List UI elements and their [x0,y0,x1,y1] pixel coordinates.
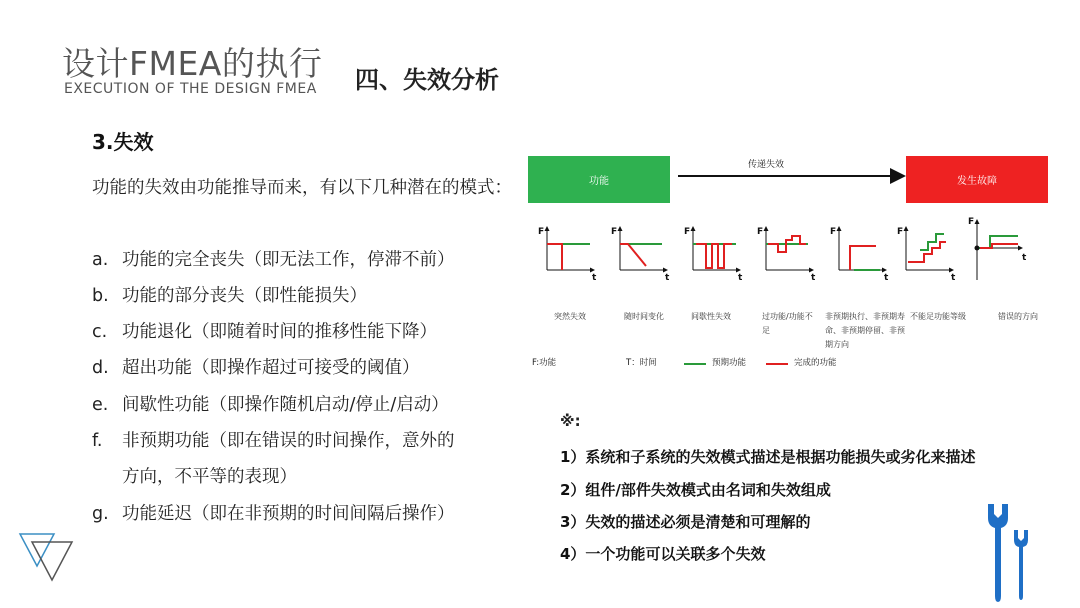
note-2: 2）组件/部件失效模式由名词和失效组成 [560,481,831,499]
caption-intermittent: 间歇性失效 [691,312,731,321]
svg-text:F: F [684,227,691,237]
legend-actual: 完成的功能 [794,358,837,368]
svg-text:F: F [968,217,975,227]
caption-unintended: 非预期执行、非预期寿命、非预期停留、非预期方向 [825,312,905,349]
section-title: 四、失效分析 [355,66,499,94]
failure-mode-d: d. 超出功能（即操作超过可接受的阈值） [92,358,420,378]
failure-mode-a: a. 功能的完全丧失（即无法工作，停滞不前） [92,250,455,270]
note-4: 4）一个功能可以关联多个失效 [560,545,766,563]
plot-insufficient-level [906,227,953,270]
svg-text:t: t [665,273,670,283]
failure-mode-c: c. 功能退化（即随着时间的推移性能下降） [92,322,437,342]
svg-text:F: F [538,227,545,237]
function-box: 功能 [528,156,670,203]
failure-mode-b: b. 功能的部分丧失（即性能损失） [92,286,367,306]
legend-expected: 预期功能 [712,358,747,368]
failure-mode-e: e. 间歇性功能（即操作随机启动/停止/启动） [92,395,449,415]
plot-intermittent-failure [693,227,740,270]
note-3: 3）失效的描述必须是清楚和可理解的 [560,513,811,531]
page-title: 设计FMEA的执行 [62,44,323,83]
wrench-icon [982,500,1038,604]
failure-mode-f: f. 非预期功能（即在错误的时间操作，意外的 [92,431,455,451]
caption-wrong-direction: 错误的方向 [998,312,1038,321]
svg-text:F: F [757,227,764,237]
svg-text:F: F [897,227,904,237]
svg-text:t: t [592,273,597,283]
intro-paragraph: 功能的失效由功能推导而来，有以下几种潜在的模式： [92,178,512,198]
svg-text:t: t [811,273,816,283]
failure-mode-g: g. 功能延迟（即在非预期的时间间隔后操作） [92,504,455,524]
failure-mode-f-continued: 方向，不平等的表现） [122,467,297,487]
svg-text:F: F [830,227,837,237]
note-1: 1）系统和子系统的失效模式描述是根据功能损失或劣化来描述 [560,448,976,466]
arrow-label: 传递失效 [748,160,785,170]
plot-gradual-failure [620,227,667,270]
failure-diagram [528,152,1052,374]
caption-over-under: 过功能/功能不足 [762,312,813,335]
plot-over-under-function [766,227,813,270]
svg-text:t: t [1022,253,1027,263]
axis-letters [538,217,1027,283]
fault-box: 发生故障 [906,156,1048,203]
plot-wrong-direction [975,220,1023,280]
caption-gradual: 随时间变化 [624,312,664,321]
svg-text:t: t [738,273,743,283]
legend-t-label: T：时间 [626,358,657,368]
svg-text:F: F [611,227,618,237]
caption-insufficient: 不能足功能等级 [910,312,966,321]
triangle-logo-icon [18,532,76,584]
failure-heading: 3.失效 [92,130,154,154]
svg-text:t: t [951,273,956,283]
plot-sudden-failure [547,227,594,270]
plot-unintended-function [839,227,886,270]
legend-f-label: F:功能 [532,358,557,368]
failure-plots-svg [528,152,1052,374]
caption-sudden: 突然失效 [554,312,586,321]
page-subtitle: EXECUTION OF THE DESIGN FMEA [64,81,317,97]
svg-text:t: t [884,273,889,283]
note-mark: ※: [560,412,581,430]
